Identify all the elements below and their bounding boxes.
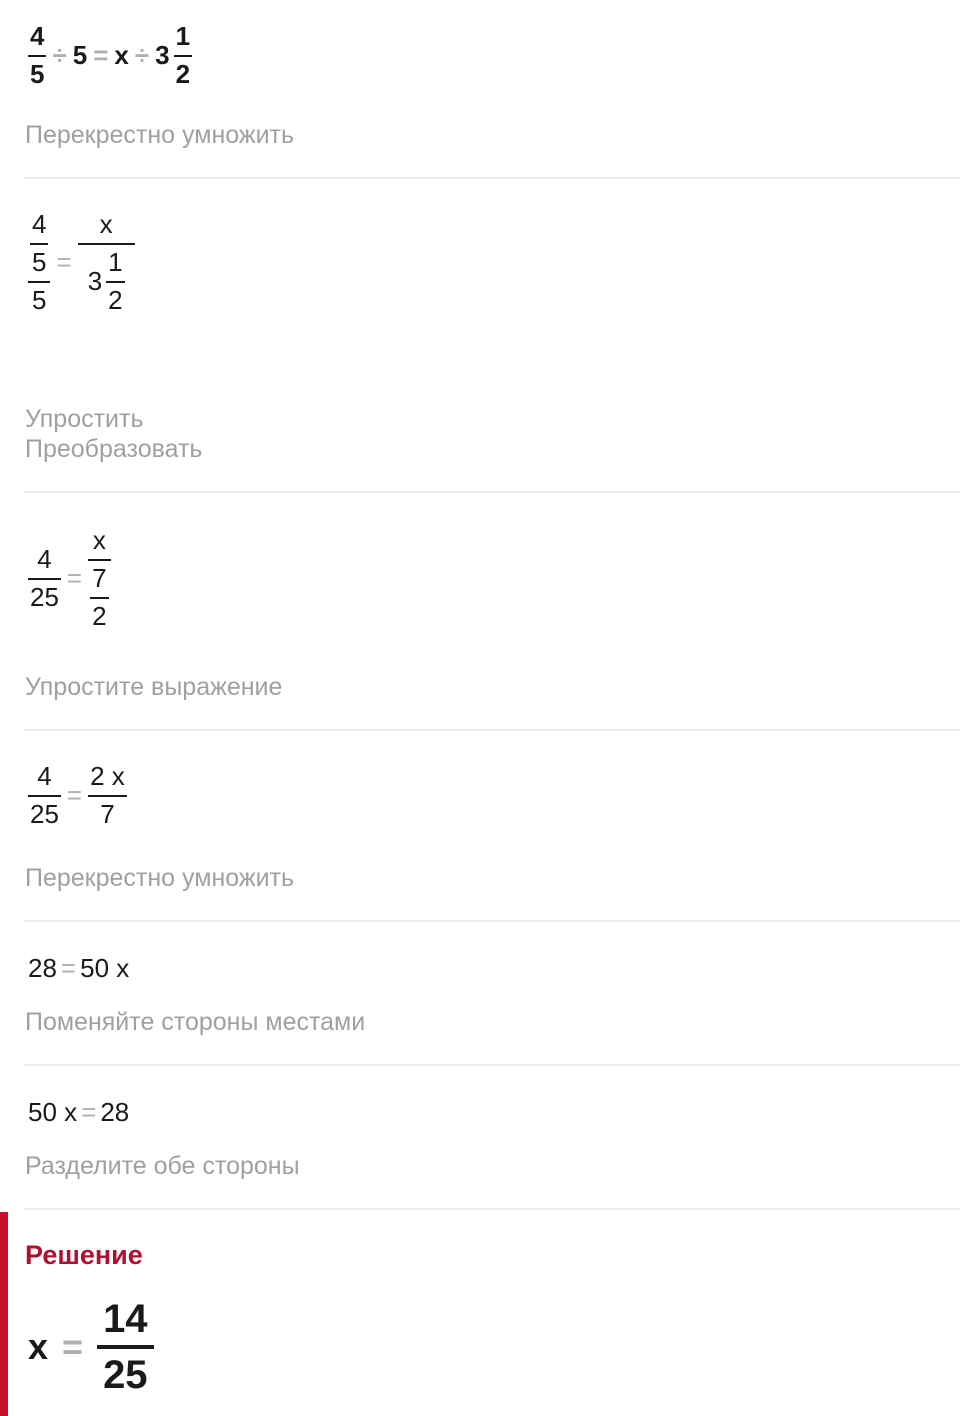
- solution-accent-bar: [0, 1212, 8, 1416]
- step-5-expression: 28 = 50 x: [28, 953, 130, 983]
- step-2-expression: $\frac{\frac{4}{5}}{5}$ = x 3 $\frac{1}{2}$: [28, 210, 135, 316]
- divider: [24, 729, 960, 731]
- fraction: $\frac{1}{2}$: [175, 21, 191, 89]
- fraction: $\frac{4}{5}$: [30, 21, 45, 89]
- step-3-expression: $\frac{4}{25}$ = $\frac{x}{\frac{7}{2}}$: [28, 526, 111, 632]
- fraction: $\frac{2 x}{7}$: [90, 761, 125, 829]
- fraction: $\frac{4}{25}$: [30, 761, 59, 829]
- step-4-hint: Перекрестно умножить: [25, 864, 295, 892]
- step-4-expression: $\frac{4}{25}$ = $\frac{2 x}{7}$: [30, 761, 125, 829]
- fraction: $\frac{4}{25}$: [30, 543, 59, 612]
- fraction: x 3 $\frac{1}{2}$: [78, 210, 135, 316]
- step-5-hint: Поменяйте стороны местами: [25, 1008, 366, 1036]
- step-6-expression: 50 x = 28: [28, 1097, 130, 1127]
- step-1-expression: $\frac{4}{5}$ ÷ 5 = x ÷ 3 $\frac{1}{2}$: [30, 21, 191, 89]
- step-1-hint: Перекрестно умножить: [25, 121, 295, 149]
- divider: [24, 1064, 960, 1066]
- step-2-hint-2: Преобразовать: [25, 435, 203, 463]
- step-6-hint: Разделите обе стороны: [25, 1152, 300, 1180]
- fraction: $\frac{x}{\frac{7}{2}}$: [88, 526, 110, 632]
- step-3-hint: Упростите выражение: [25, 673, 283, 701]
- divider: [24, 920, 960, 922]
- fraction: $\frac{\frac{4}{5}}{5}$: [28, 210, 50, 316]
- solution-title: Решение: [25, 1240, 143, 1270]
- divider: [24, 177, 960, 179]
- step-2-hint-1: Упростить: [25, 405, 144, 433]
- nested-fraction: $\frac{1}{2}$: [108, 246, 123, 315]
- divider: [24, 491, 960, 493]
- solution-expression: x = $\frac{14}{25}$: [28, 1296, 154, 1398]
- nested-fraction: $\frac{7}{2}$: [92, 562, 107, 631]
- divider: [24, 1208, 960, 1210]
- solution-fraction: $\frac{14}{25}$: [97, 1296, 154, 1398]
- nested-fraction: $\frac{4}{5}$: [32, 209, 47, 277]
